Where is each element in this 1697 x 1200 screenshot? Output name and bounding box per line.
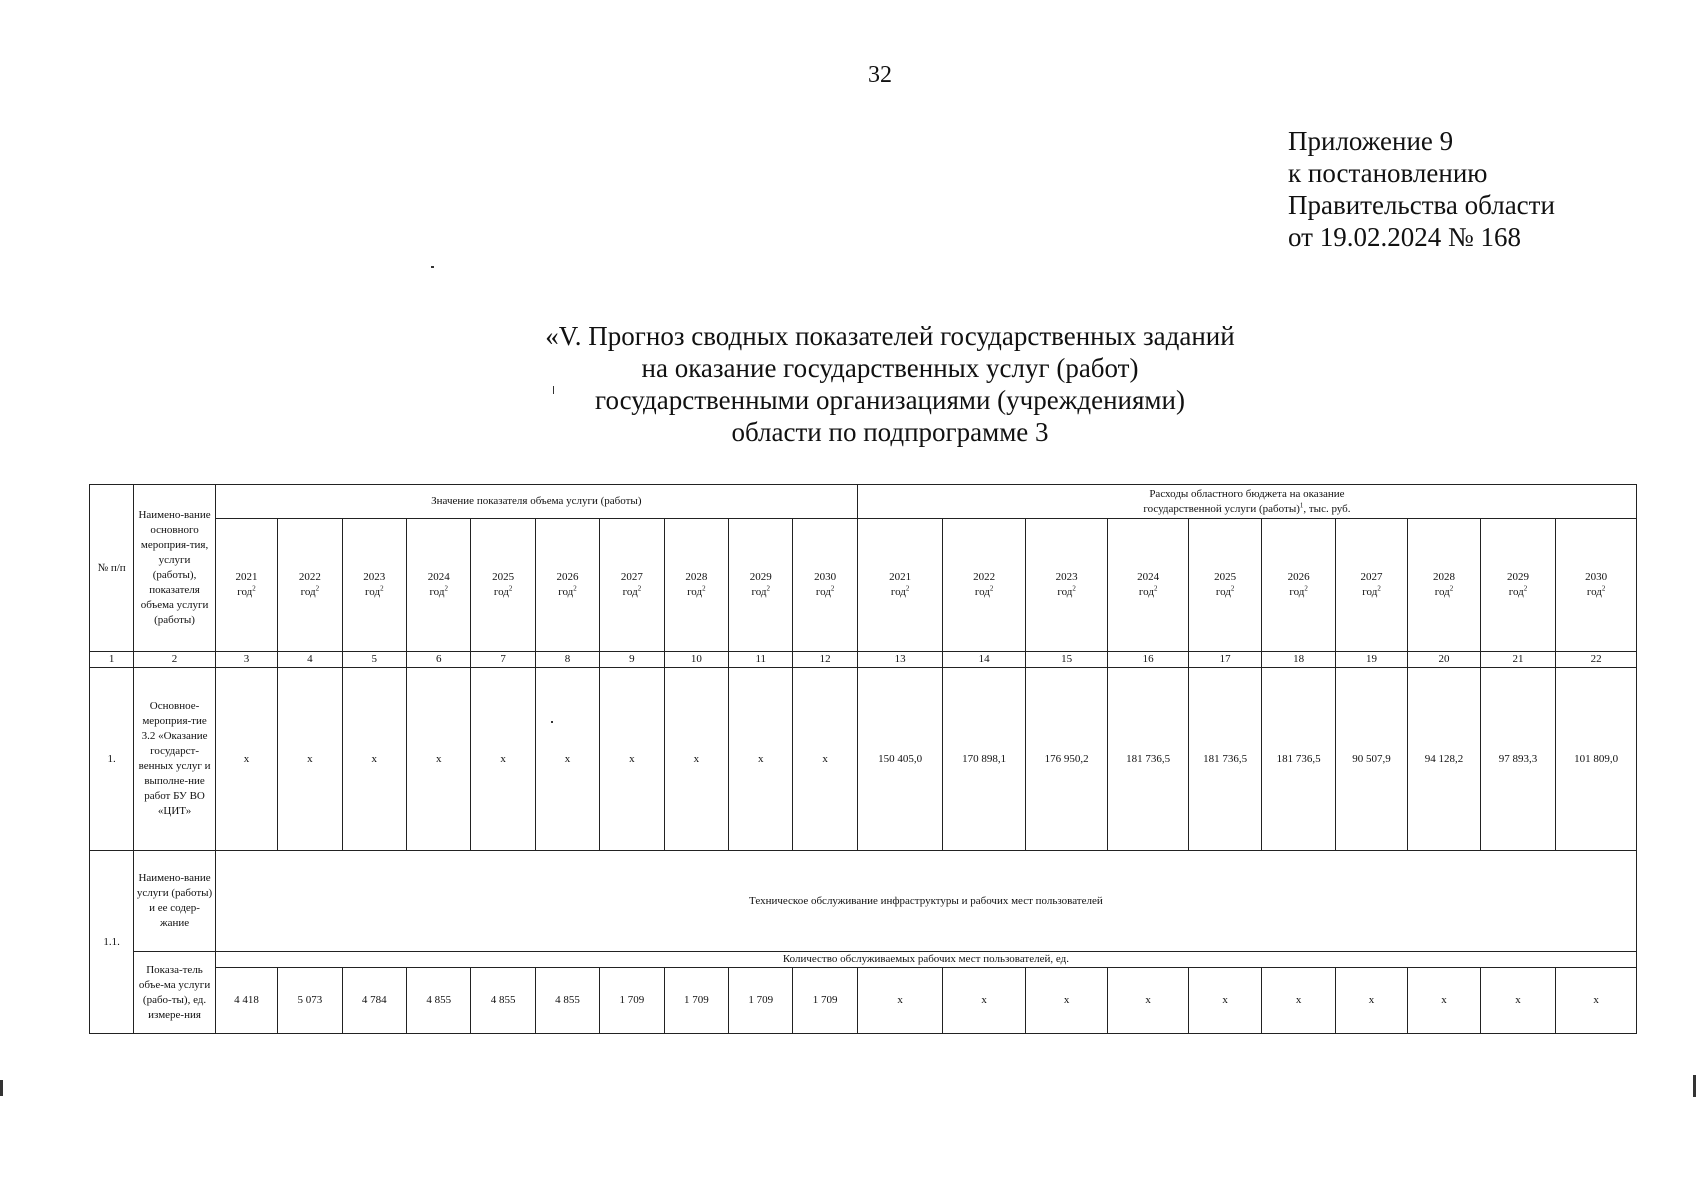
footnote-mark: 2 bbox=[1304, 584, 1308, 593]
header-name: Наимено-вание основного мероприя-тия, услуги (работы), показателя объема услуги (работы) bbox=[134, 485, 216, 652]
cost-value: x bbox=[1108, 968, 1189, 1034]
budget-year-header bbox=[1108, 519, 1189, 652]
footnote-mark: 2 bbox=[905, 584, 910, 593]
cost-value: x bbox=[1408, 968, 1480, 1034]
footnote-mark: 2 bbox=[1377, 584, 1381, 593]
year-number: 2025 bbox=[492, 571, 515, 583]
budget-group-unit: , тыс. руб. bbox=[1303, 502, 1351, 515]
footnote-mark: 2 bbox=[637, 584, 642, 593]
year-number: 2022 bbox=[298, 571, 321, 583]
volume-year-header bbox=[215, 519, 277, 652]
column-number: 20 bbox=[1408, 652, 1480, 668]
year-word: год bbox=[429, 586, 445, 598]
column-number: 7 bbox=[471, 652, 535, 668]
cost-value: x bbox=[1480, 968, 1555, 1034]
year-word: год bbox=[1289, 586, 1305, 598]
column-number: 6 bbox=[407, 652, 471, 668]
cost-value: 97 893,3 bbox=[1480, 668, 1555, 851]
footnote-mark: 2 bbox=[989, 584, 994, 593]
row-name: Основное-мероприя-тие 3.2 «Оказание государст-венных услуг и выполне-ние работ БУ ВО «ЦИТ» bbox=[134, 668, 216, 851]
year-number: 2028 bbox=[685, 571, 708, 583]
year-number: 2030 bbox=[1585, 571, 1608, 583]
volume-year-header bbox=[471, 519, 535, 652]
footnote-mark: 2 bbox=[766, 584, 770, 593]
volume-value: x bbox=[342, 668, 406, 851]
year-number: 2030 bbox=[814, 571, 837, 583]
indicator-header: Количество обслуживаемых рабочих мест пользователей, ед. bbox=[215, 952, 1636, 968]
column-number: 13 bbox=[857, 652, 943, 668]
years-row bbox=[90, 519, 1637, 652]
year-word: год bbox=[890, 586, 906, 598]
footnote-mark: 2 bbox=[252, 584, 256, 593]
cost-value: x bbox=[943, 968, 1026, 1034]
service-content: Техническое обслуживание инфраструктуры и рабочих мест пользователей bbox=[215, 851, 1636, 952]
volume-value: x bbox=[278, 668, 342, 851]
volume-value: x bbox=[729, 668, 793, 851]
footnote-mark: 2 bbox=[1153, 584, 1158, 593]
year-word: год bbox=[365, 586, 381, 598]
title-line: «V. Прогноз сводных показателей государственных заданий bbox=[545, 321, 1235, 351]
budget-year-header bbox=[1480, 519, 1555, 652]
cost-value: 150 405,0 bbox=[857, 668, 943, 851]
volume-year-header bbox=[278, 519, 342, 652]
footnote-mark: 2 bbox=[1601, 584, 1606, 593]
column-number: 10 bbox=[664, 652, 728, 668]
year-word: год bbox=[815, 586, 831, 598]
scan-artifact bbox=[1693, 1075, 1696, 1097]
scan-artifact bbox=[553, 386, 554, 394]
year-number: 2029 bbox=[749, 571, 772, 583]
budget-group-line2: государственной услуги (работы) bbox=[1143, 502, 1300, 515]
column-number: 8 bbox=[535, 652, 599, 668]
cost-value: x bbox=[1025, 968, 1108, 1034]
column-number: 5 bbox=[342, 652, 406, 668]
table-row bbox=[90, 851, 1637, 952]
appendix-line: Приложение 9 bbox=[1288, 126, 1454, 156]
footnote-mark: 2 bbox=[830, 584, 835, 593]
column-number: 17 bbox=[1188, 652, 1261, 668]
year-number: 2029 bbox=[1506, 571, 1529, 583]
cost-value: 101 809,0 bbox=[1556, 668, 1637, 851]
indicator-name: Показа-тель объе-ма услуги (рабо-ты), ед. измере-ния bbox=[134, 952, 216, 1034]
year-number: 2026 bbox=[556, 571, 579, 583]
volume-value: 4 418 bbox=[215, 968, 277, 1034]
column-number: 1 bbox=[90, 652, 134, 668]
footnote-mark: 2 bbox=[1449, 584, 1454, 593]
volume-value: x bbox=[793, 668, 857, 851]
year-number: 2023 bbox=[1055, 571, 1078, 583]
volume-year-header bbox=[729, 519, 793, 652]
year-word: год bbox=[751, 586, 767, 598]
volume-year-header bbox=[600, 519, 664, 652]
cost-value: x bbox=[857, 968, 943, 1034]
budget-year-header bbox=[857, 519, 943, 652]
column-number: 12 bbox=[793, 652, 857, 668]
column-number: 16 bbox=[1108, 652, 1189, 668]
cost-value: 170 898,1 bbox=[943, 668, 1026, 851]
year-number: 2027 bbox=[620, 571, 643, 583]
year-number: 2028 bbox=[1433, 571, 1455, 583]
footnote-mark: 2 bbox=[702, 584, 706, 593]
volume-value: 4 855 bbox=[407, 968, 471, 1034]
cost-value: 94 128,2 bbox=[1408, 668, 1480, 851]
page-number: 32 bbox=[868, 62, 892, 88]
budget-year-header bbox=[943, 519, 1026, 652]
cost-value: 176 950,2 bbox=[1025, 668, 1108, 851]
footnote-mark: 2 bbox=[380, 584, 384, 593]
year-word: год bbox=[493, 586, 509, 598]
volume-value: 4 855 bbox=[471, 968, 535, 1034]
appendix-block bbox=[1288, 125, 1555, 253]
footnote-mark: 2 bbox=[508, 584, 513, 593]
volume-value: 1 709 bbox=[664, 968, 728, 1034]
volume-year-header bbox=[535, 519, 599, 652]
volume-value: 1 709 bbox=[793, 968, 857, 1034]
indicator-header-row bbox=[90, 952, 1637, 968]
footnote-mark: 2 bbox=[573, 584, 577, 593]
column-number: 18 bbox=[1262, 652, 1335, 668]
volume-value: x bbox=[215, 668, 277, 851]
header-budget-group bbox=[857, 485, 1636, 519]
year-number: 2023 bbox=[363, 571, 386, 583]
indicator-values-row bbox=[90, 968, 1637, 1034]
footnote-mark: 2 bbox=[1072, 584, 1076, 593]
volume-value: 5 073 bbox=[278, 968, 342, 1034]
row-num: 1.1. bbox=[90, 851, 134, 1034]
forecast-table bbox=[89, 484, 1637, 1034]
volume-year-header bbox=[407, 519, 471, 652]
budget-year-header bbox=[1408, 519, 1480, 652]
year-number: 2024 bbox=[427, 571, 450, 583]
cost-value: x bbox=[1335, 968, 1407, 1034]
year-word: год bbox=[974, 586, 990, 598]
document-title bbox=[440, 320, 1340, 448]
title-line: области по подпрограмме 3 bbox=[731, 417, 1049, 447]
column-number: 21 bbox=[1480, 652, 1555, 668]
budget-group-line1: Расходы областного бюджета на оказание bbox=[1149, 487, 1345, 500]
year-word: год bbox=[687, 586, 703, 598]
row-num: 1. bbox=[90, 668, 134, 851]
year-number: 2024 bbox=[1137, 571, 1160, 583]
footnote-mark: 2 bbox=[444, 584, 448, 593]
volume-year-header bbox=[664, 519, 728, 652]
column-number: 22 bbox=[1556, 652, 1637, 668]
budget-year-header bbox=[1025, 519, 1108, 652]
column-number: 11 bbox=[729, 652, 793, 668]
column-number: 4 bbox=[278, 652, 342, 668]
budget-year-header bbox=[1262, 519, 1335, 652]
year-number: 2025 bbox=[1214, 571, 1237, 583]
year-word: год bbox=[1508, 586, 1524, 598]
year-word: год bbox=[1057, 586, 1073, 598]
footnote-mark: 2 bbox=[1230, 584, 1235, 593]
budget-year-header bbox=[1556, 519, 1637, 652]
header-num: № п/п bbox=[90, 485, 134, 652]
budget-year-header bbox=[1335, 519, 1407, 652]
column-number: 2 bbox=[134, 652, 216, 668]
year-number: 2027 bbox=[1360, 571, 1383, 583]
cost-value: 181 736,5 bbox=[1262, 668, 1335, 851]
column-number: 3 bbox=[215, 652, 277, 668]
volume-value: 1 709 bbox=[729, 968, 793, 1034]
cost-value: x bbox=[1188, 968, 1261, 1034]
cost-value: x bbox=[1556, 968, 1637, 1034]
column-number: 19 bbox=[1335, 652, 1407, 668]
cost-value: x bbox=[1262, 968, 1335, 1034]
year-word: год bbox=[622, 586, 638, 598]
cost-value: 90 507,9 bbox=[1335, 668, 1407, 851]
volume-value: x bbox=[471, 668, 535, 851]
volume-value: x bbox=[600, 668, 664, 851]
volume-value: x bbox=[407, 668, 471, 851]
year-number: 2022 bbox=[973, 571, 996, 583]
volume-year-header bbox=[342, 519, 406, 652]
year-word: год bbox=[1586, 586, 1602, 598]
volume-value: 4 784 bbox=[342, 968, 406, 1034]
appendix-line: от 19.02.2024 № 168 bbox=[1288, 222, 1521, 252]
title-line: на оказание государственных услуг (работ) bbox=[641, 353, 1139, 383]
column-number: 9 bbox=[600, 652, 664, 668]
column-numbers-row bbox=[90, 652, 1637, 668]
header-volume-group: Значение показателя объема услуги (работы) bbox=[215, 485, 857, 519]
year-word: год bbox=[1362, 586, 1378, 598]
volume-value: 1 709 bbox=[600, 968, 664, 1034]
cost-value: 181 736,5 bbox=[1188, 668, 1261, 851]
volume-year-header bbox=[793, 519, 857, 652]
year-word: год bbox=[1434, 586, 1450, 598]
year-word: год bbox=[558, 586, 574, 598]
volume-value: x bbox=[664, 668, 728, 851]
year-word: год bbox=[1138, 586, 1154, 598]
column-number: 14 bbox=[943, 652, 1026, 668]
volume-value: x bbox=[535, 668, 599, 851]
budget-year-header bbox=[1188, 519, 1261, 652]
year-number: 2021 bbox=[889, 571, 912, 583]
scan-artifact bbox=[551, 721, 553, 723]
year-word: год bbox=[300, 586, 316, 598]
appendix-line: Правительства области bbox=[1288, 190, 1555, 220]
table-row bbox=[90, 668, 1637, 851]
appendix-line: к постановлению bbox=[1288, 158, 1488, 188]
column-number: 15 bbox=[1025, 652, 1108, 668]
footnote-mark: 1 bbox=[1299, 500, 1304, 509]
title-line: государственными организациями (учреждениями) bbox=[595, 385, 1185, 415]
header-row bbox=[90, 485, 1637, 519]
row-name: Наимено-вание услуги (работы) и ее содер-жание bbox=[134, 851, 216, 952]
scan-artifact bbox=[431, 266, 434, 268]
scan-artifact bbox=[0, 1080, 3, 1096]
year-number: 2021 bbox=[235, 571, 258, 583]
cost-value: 181 736,5 bbox=[1108, 668, 1189, 851]
year-word: год bbox=[1215, 586, 1231, 598]
footnote-mark: 2 bbox=[315, 584, 320, 593]
year-number: 2026 bbox=[1287, 571, 1310, 583]
year-word: год bbox=[237, 586, 253, 598]
footnote-mark: 2 bbox=[1523, 584, 1528, 593]
volume-value: 4 855 bbox=[535, 968, 599, 1034]
